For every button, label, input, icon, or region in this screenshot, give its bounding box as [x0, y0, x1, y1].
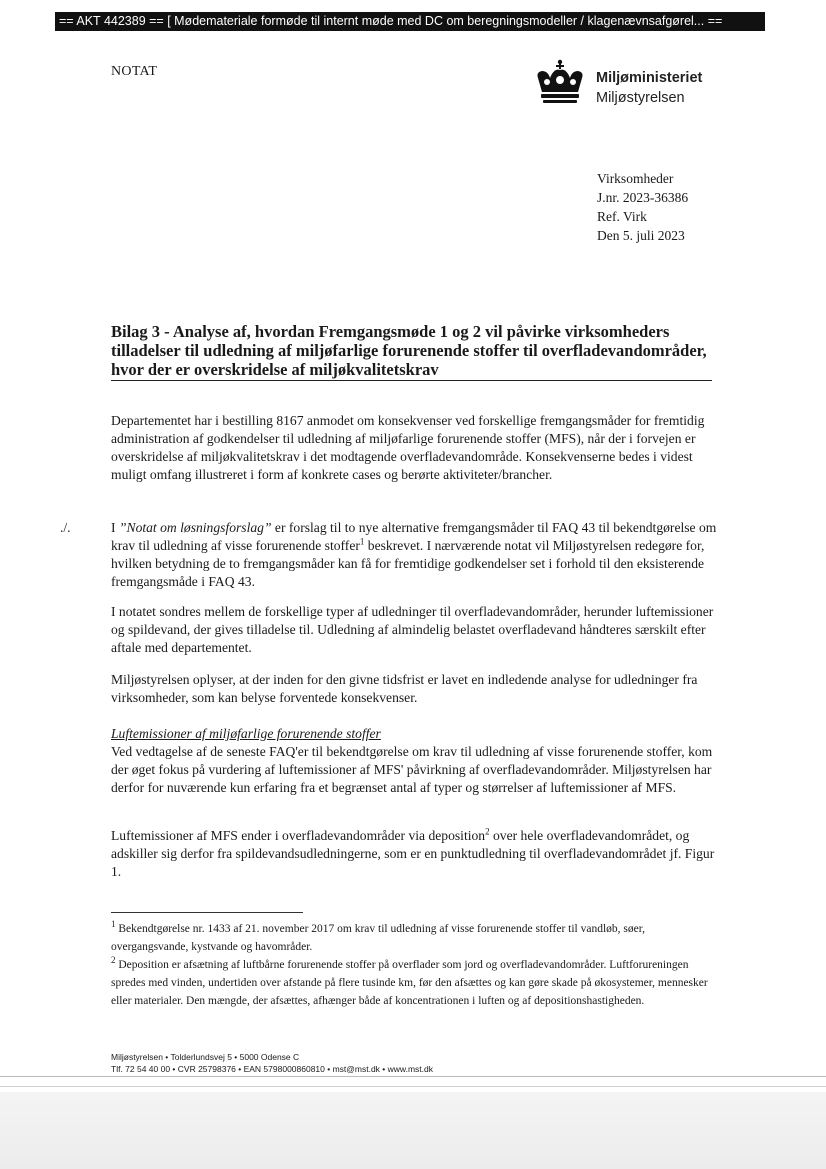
- document-meta: [597, 169, 688, 245]
- footnote-number: 1: [111, 919, 116, 930]
- footnote-ref-1: 1: [359, 536, 365, 547]
- paragraph-text: Ved vedtagelse af de seneste FAQ'er til bekendtgørelse om krav til udledning af visse forurenende stoffer, kom der øget fokus på vurdering af luftemissioner af MFS' påvirkning af overfladevandområder. Miljøstyrelsen har derfor for nuværende kun erfaring fra et begrænset antal af typer og størrelser af luftemissioner af MFS.: [111, 744, 713, 795]
- document-type-label: NOTAT: [111, 64, 158, 79]
- paragraph-text: over hele overfladevandområdet, og adskiller sig derfor fra spildevandsudledningerne, som er en punktudledning til overfladevandområdet jf. Figur 1.: [111, 828, 715, 879]
- paragraph-text: beskrevet. I nærværende notat vil Miljøstyrelsen redegøre for, hvilken betydning de to fremgangsmåder kan få for fremtidige godkendelser set i forhold til den eksisterende fremgangsmåde i FAQ 43.: [111, 538, 705, 589]
- paragraph-text: Miljøstyrelsen oplyser, at der inden for den givne tidsfrist er lavet en indledende analyse for udledninger fra virksomheder, som kan belyse forventede konsekvenser.: [111, 672, 698, 705]
- section-heading: Luftemissioner af miljøfarlige forurenende stoffer: [111, 726, 381, 741]
- paragraph-1: [111, 412, 721, 484]
- paragraph-text: Departementet har i bestilling 8167 anmodet om konsekvenser ved forskellige fremgangsmåder for fremtidig administration af godkendelser til udledning af miljøfarlige forurenende stoffer (MFS), når der i forvejen er overskridelse af miljøkvalitetskrav i det modtagende overfladevandområde. Konsekvenserne bedes i videst muligt omfang illustreret i form af konkrete cases og berørte aktiviteter/brancher.: [111, 413, 705, 482]
- paragraph-text: er forslag til to nye alternative fremgangsmåder til FAQ 43 til bekendtgørelse om krav til udledning af visse forurenende stoffer: [111, 520, 717, 553]
- meta-reference: Ref. Virk: [597, 209, 647, 224]
- section-air-emissions: [111, 725, 721, 797]
- footnotes: [111, 920, 711, 1010]
- footnote-1: [111, 920, 711, 956]
- enclosure-mark: ./.: [60, 520, 71, 535]
- meta-date: Den 5. juli 2023: [597, 228, 685, 243]
- scan-artifact-band: [0, 1092, 826, 1169]
- ministry-logo: [530, 58, 730, 108]
- paragraph-2: [111, 519, 721, 591]
- document-id-banner: == AKT 442389 == [ Mødemateriale formøde til internt møde med DC om beregningsmodeller / klagenævnsafgørel... ==: [55, 12, 765, 31]
- referenced-document-title: ”Notat om løsningsforslag”: [118, 520, 272, 535]
- footnote-text: Deposition er afsætning af luftbårne forurenende stoffer på overflader som jord og overfladevandområder. Luftforureningen spredes med vinden, undertiden over afstande på flere tusinde km, før den afsættes og kan gøre skade på økosystemer, mennesker eller materialer. Den mængde, der afsættes, afhænger både af koncentrationen i luften og af depositionshastigheden.: [111, 959, 708, 1007]
- footnote-ref-2: 2: [485, 826, 490, 837]
- footnote-2: [111, 956, 711, 1010]
- page-footer: [111, 1051, 433, 1075]
- footer-contact: Tlf. 72 54 40 00 • CVR 25798376 • EAN 5798000860810 • mst@mst.dk • www.mst.dk: [111, 1064, 433, 1074]
- scan-artifact-line: [0, 1086, 826, 1087]
- paragraph-3: [111, 603, 721, 657]
- logo-title: Miljøministeriet: [596, 70, 703, 86]
- document-title: Bilag 3 - Analyse af, hvordan Fremgangsmøde 1 og 2 vil påvirke virksomheders tilladelser til udledning af miljøfarlige forurenende stoffer til overfladevandområder, hvor der er overskridelse af miljøkvalitetskrav: [111, 322, 712, 381]
- paragraph-6: [111, 827, 721, 881]
- footnote-number: 2: [111, 955, 116, 966]
- scan-artifact-line: [0, 1076, 826, 1077]
- logo-subtitle: Miljøstyrelsen: [596, 90, 685, 106]
- footnote-divider: [111, 912, 303, 913]
- paragraph-4: [111, 671, 721, 707]
- footnote-text: Bekendtgørelse nr. 1433 af 21. november 2017 om krav til udledning af visse forurenende stoffer til vandløb, søer, overgangsvande, kystvande og havområder.: [111, 923, 645, 953]
- paragraph-text: I notatet sondres mellem de forskellige typer af udledninger til overfladevandområder, herunder luftemissioner og spildevand, der gives tilladelse til. Udledning af almindelig belastet overfladevand håndteres særskilt efter aftale med departementet.: [111, 604, 714, 655]
- meta-journal-number: J.nr. 2023-36386: [597, 190, 689, 205]
- meta-unit: Virksomheder: [597, 171, 674, 186]
- paragraph-text: I: [111, 520, 119, 535]
- crown-icon: [530, 58, 590, 106]
- paragraph-text: Luftemissioner af MFS ender i overfladevandområder via deposition: [111, 828, 486, 843]
- footer-address: Miljøstyrelsen • Tolderlundsvej 5 • 5000 Odense C: [111, 1052, 300, 1062]
